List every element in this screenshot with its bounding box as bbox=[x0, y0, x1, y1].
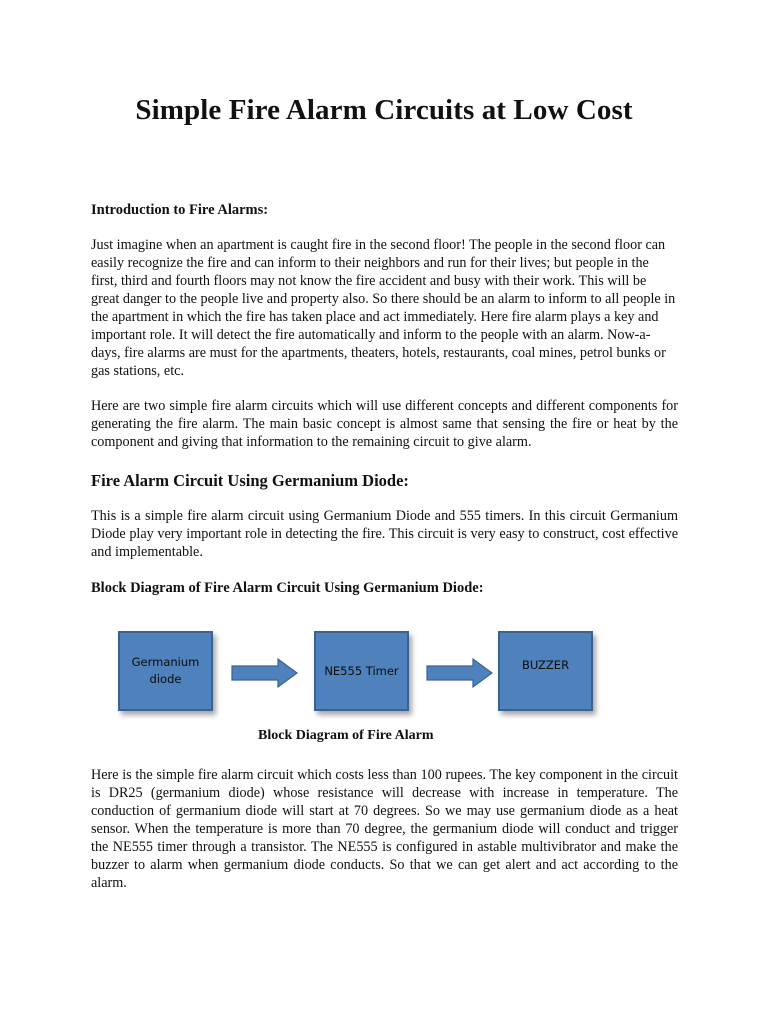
ne555-timer-label: NE555 Timer bbox=[324, 663, 399, 678]
buzzer-block bbox=[498, 631, 593, 711]
section-heading: Fire Alarm Circuit Using Germanium Diode: bbox=[91, 471, 409, 490]
buzzer-label: BUZZER bbox=[521, 658, 570, 672]
final-paragraph: Here is the simple fire alarm circuit which costs less than 100 rupees. The key component in the circuit is DR25 (germanium diode) whose resistance will decrease with increase in temperature. The conduction of germanium diode will start at 70 degrees. So we may use germanium diode as a heat sensor. When the temperature is more than 70 degree, the germanium diode will conduct and trigger the NE555 timer through a transistor. The NE555 is configured in astable multivibrator and make the buzzer to alarm when germanium diode conducts. So that we can get alert and act according to the alarm. bbox=[91, 767, 678, 891]
germanium-diode-label-line1: Germanium bbox=[131, 655, 200, 669]
diagram-caption: Block Diagram of Fire Alarm bbox=[258, 728, 434, 743]
right-arrow-icon bbox=[230, 657, 300, 689]
intro-heading: Introduction to Fire Alarms: bbox=[91, 202, 269, 218]
block-diagram-heading: Block Diagram of Fire Alarm Circuit Using Germanium Diode: bbox=[91, 580, 484, 596]
germanium-diode-block bbox=[118, 631, 213, 711]
germanium-diode-label-line2: diode bbox=[149, 672, 182, 686]
intro-paragraph-2: Here are two simple fire alarm circuits which will use different concepts and different components for generating the fire alarm. The main basic concept is almost same that sensing the fire or heat by the component and giving that information to the remaining circuit to give alarm. bbox=[91, 398, 678, 450]
section-paragraph: This is a simple fire alarm circuit using Germanium Diode and 555 timers. In this circuit Germanium Diode play very important role in detecting the fire. This circuit is very easy to construct, cost effective and implementable. bbox=[91, 508, 678, 560]
right-arrow-icon bbox=[425, 657, 495, 689]
block-diagram bbox=[118, 627, 588, 747]
intro-paragraph-1: Just imagine when an apartment is caught fire in the second floor! The people in the second floor can easily recognize the fire and can inform to their neighbors and run for their lives; but people in the first, third and fourth floors may not know the fire accident and busy with their work. This will be great danger to the people live and property also. So there should be an alarm to inform to all people in the apartment in which the fire has taken place and act immediately. Here fire alarm plays a key and important role. It will detect the fire automatically and inform to the people with an alarm. Now-a-days, fire alarms are must for the apartments, theaters, hotels, restaurants, coal mines, petrol bunks or gas stations, etc. bbox=[91, 237, 676, 379]
page-title: Simple Fire Alarm Circuits at Low Cost bbox=[135, 94, 633, 126]
ne555-timer-block bbox=[314, 631, 409, 711]
